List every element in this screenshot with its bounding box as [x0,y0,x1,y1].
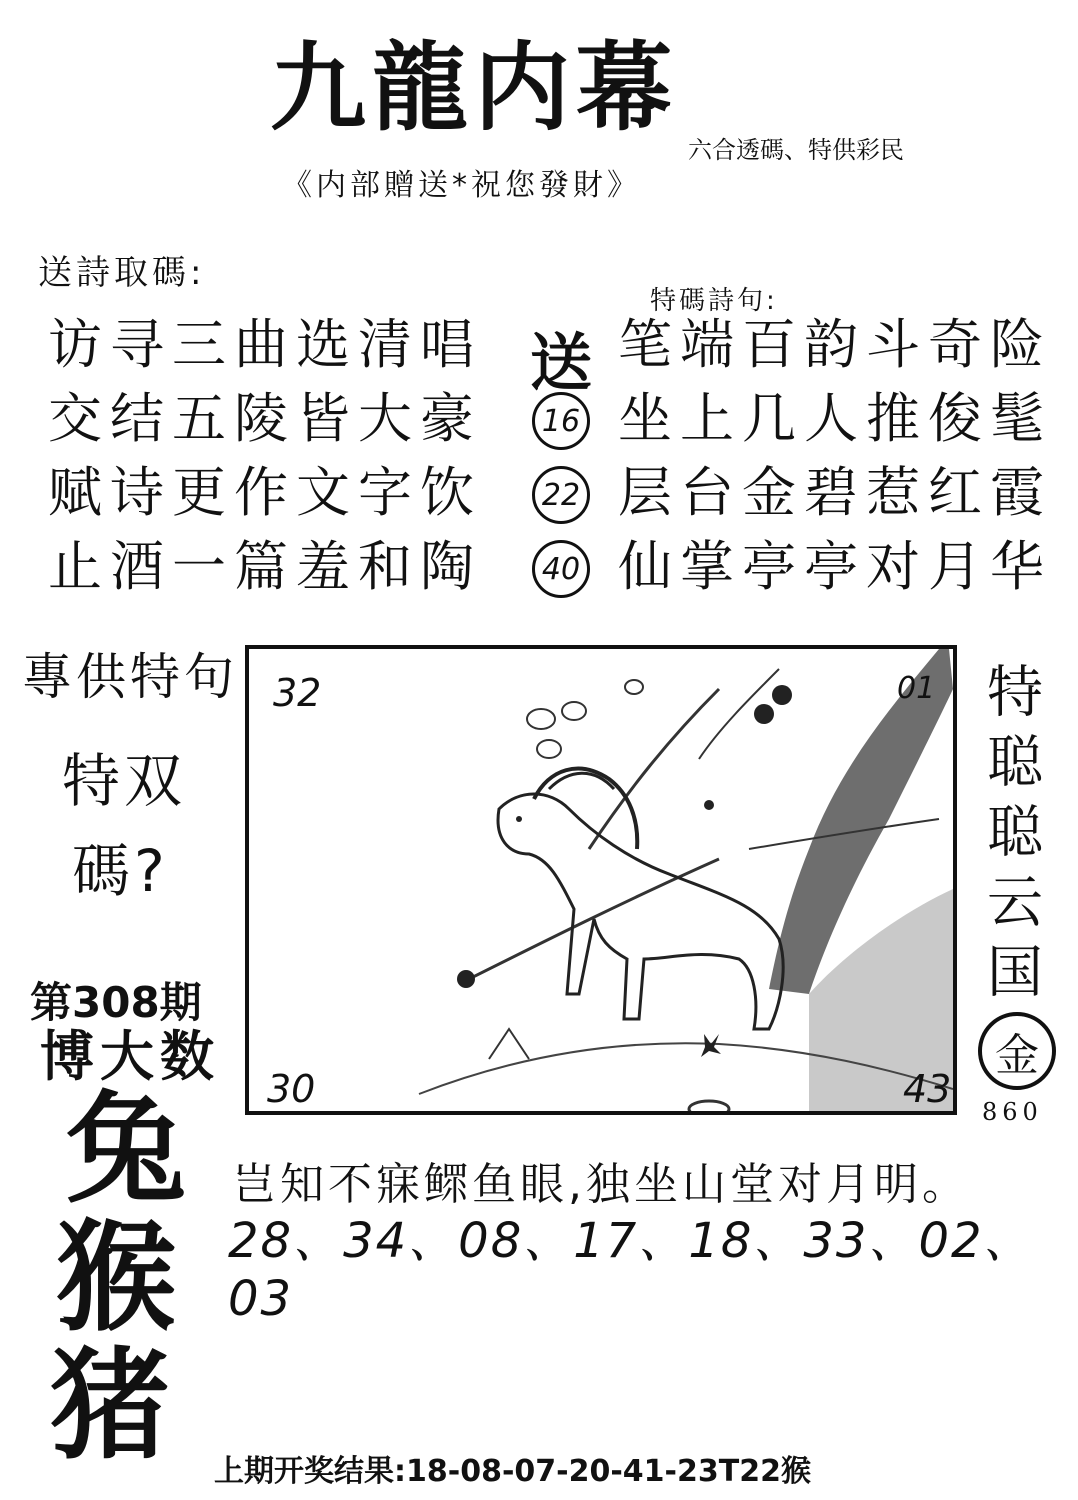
gift-char: 送 [530,326,593,399]
illustration-frame [245,645,957,1115]
last-result: 上期开奖结果:18-08-07-20-41-23T22猴 [214,1454,811,1489]
special-line-3: 层台金碧惹红霞 [618,461,1052,524]
poem-line-3: 赋诗更作文字饮 [48,461,482,524]
double-code-line-1: 特双 [62,747,187,815]
special-sentence-label: 專供特句 [22,648,238,706]
verse-line: 岂知不寐鳏鱼眼,独坐山堂对月明。 [232,1159,970,1210]
big-draw-label: 博大数 [40,1025,220,1088]
special-poem-header: 特碼詩句: [650,286,778,316]
corner-number-bottom-right: 43 [903,1067,952,1111]
poem-header: 送詩取碼: [38,253,206,293]
issue-number: 第308期 [30,978,202,1027]
goat-tree-illustration [249,649,953,1111]
number-list: 28、34、08、17、18、33、02、03 [228,1213,1034,1327]
animal-1: 兔 [66,1079,186,1220]
circle-number-1: 16 [532,392,590,450]
page-title: 九龍内幕 [270,31,678,144]
special-line-1: 笔端百韵斗奇险 [618,313,1052,376]
poem-line-2: 交结五陵皆大豪 [48,387,482,450]
gold-circle: 金 [978,1012,1056,1090]
circle-number-3: 40 [532,540,590,598]
special-line-4: 仙掌亭亭对月华 [618,535,1052,598]
tagline: 《内部贈送*祝您發財》 [282,168,641,203]
right-vertical-text: 特聪聪云国 [978,662,1043,1012]
corner-number-top-right: 01 [897,671,936,706]
animal-3: 猪 [50,1335,170,1476]
special-line-2: 坐上几人推俊髦 [618,387,1052,450]
subtitle-right: 六合透碼、特供彩民 [688,136,904,164]
poem-line-4: 止酒一篇羞和陶 [48,535,482,598]
right-code: 860 [982,1098,1043,1126]
animal-2: 猴 [56,1207,176,1348]
circle-number-2: 22 [532,466,590,524]
double-code-line-2: 碼? [72,837,169,905]
corner-number-bottom-left: 30 [267,1067,316,1111]
poem-line-1: 访寻三曲选清唱 [48,313,482,376]
corner-number-top-left: 32 [273,671,322,715]
